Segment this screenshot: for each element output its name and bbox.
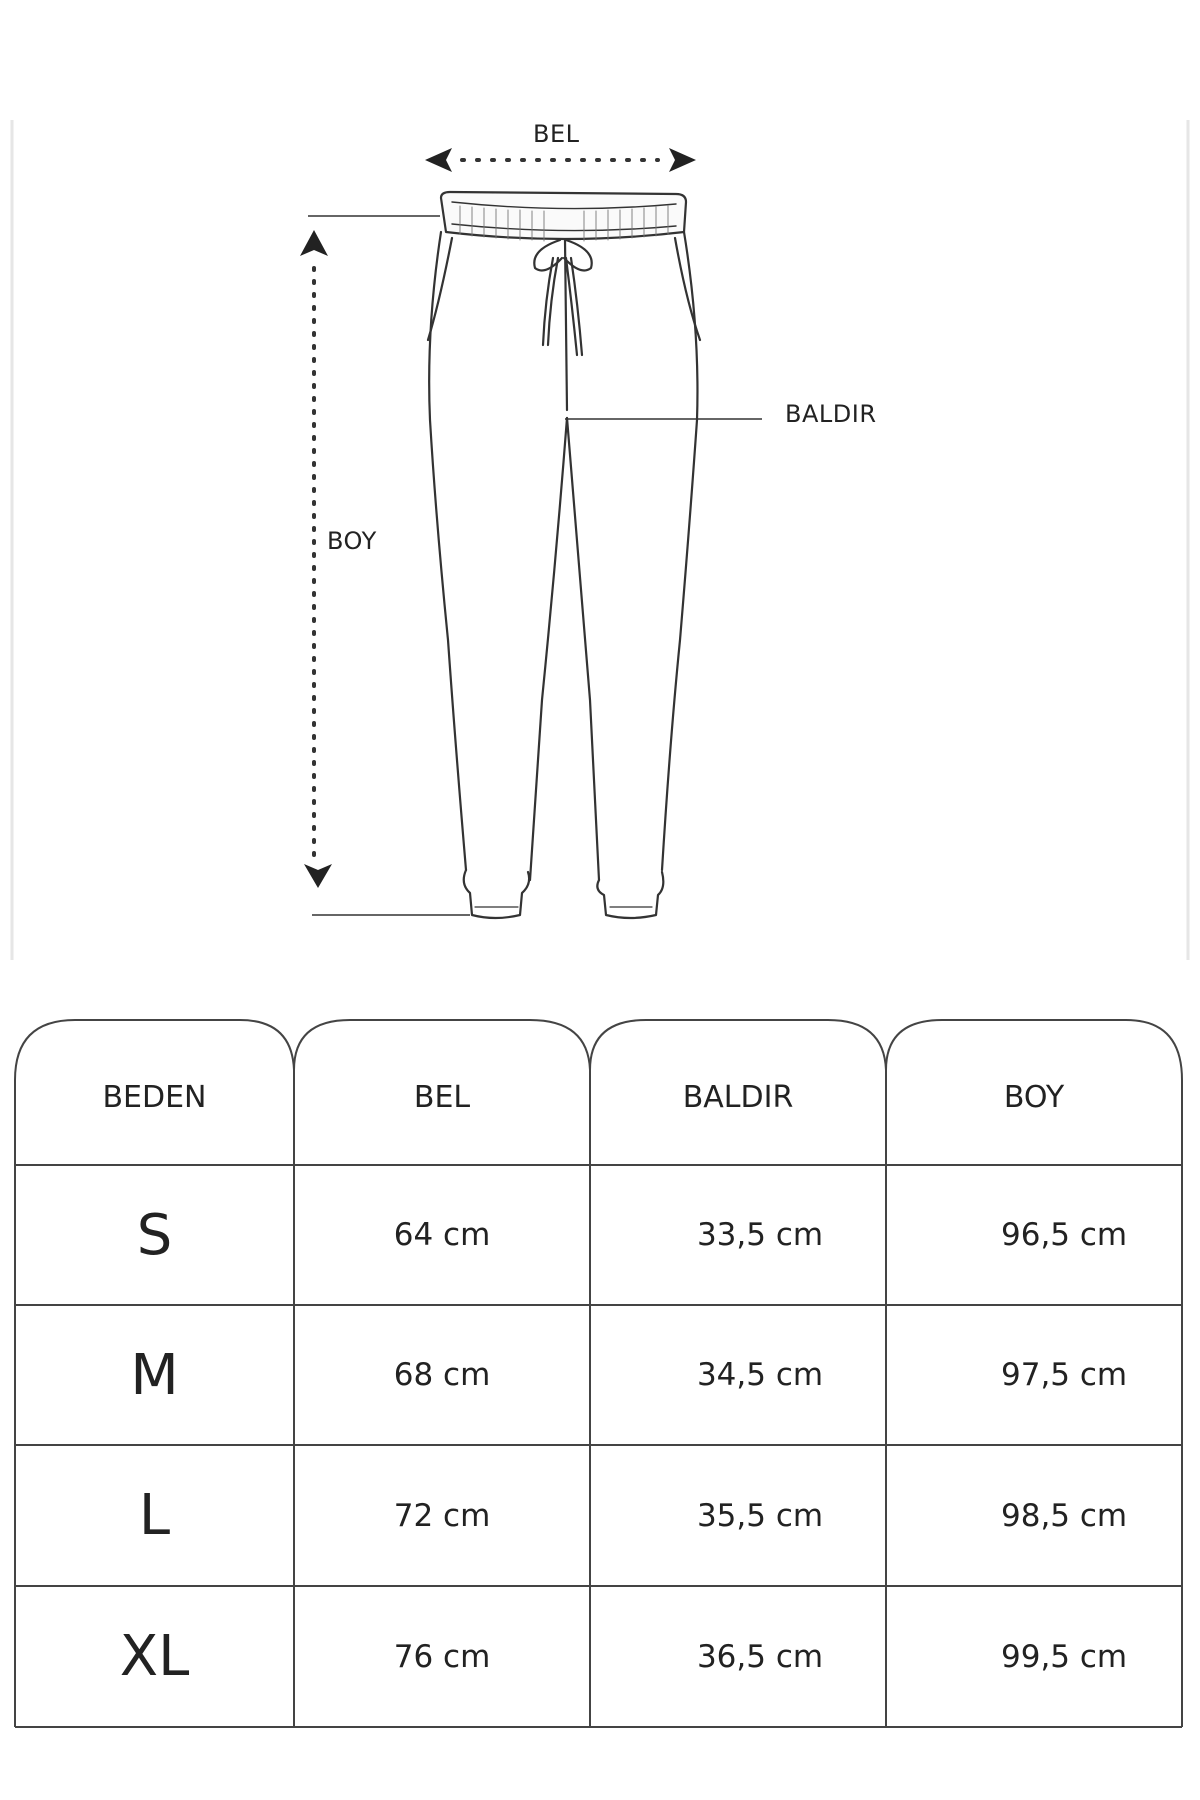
pants-illustration [428,192,700,918]
waist-measure-arrow [425,148,696,172]
size-cell: XL [119,1624,190,1689]
waist-cell: 68 cm [393,1357,491,1393]
header-waist: BEL [413,1080,471,1115]
calf-cell: 36,5 cm [696,1638,824,1675]
length-cell: 96,5 cm [1001,1217,1128,1253]
calf-label: BALDIR [785,400,877,428]
size-cell: L [138,1483,171,1548]
calf-cell: 35,5 cm [696,1497,824,1534]
calf-cell: 34,5 cm [696,1357,824,1393]
length-cell: 97,5 cm [1001,1357,1128,1393]
waist-cell: 72 cm [393,1497,491,1534]
waist-label: BEL [533,120,580,148]
size-cell: M [130,1342,179,1408]
header-length: BOY [1003,1080,1065,1115]
size-cell: S [136,1202,173,1268]
length-measure-arrow [300,216,470,915]
length-cell: 99,5 cm [1001,1638,1128,1675]
length-cell: 98,5 cm [1001,1497,1128,1534]
header-size: BEDEN [102,1080,207,1115]
header-calf: BALDIR [682,1080,794,1115]
waist-cell: 76 cm [393,1638,491,1675]
waist-cell: 64 cm [393,1217,491,1253]
length-label: BOY [327,527,377,555]
calf-cell: 33,5 cm [696,1217,824,1253]
